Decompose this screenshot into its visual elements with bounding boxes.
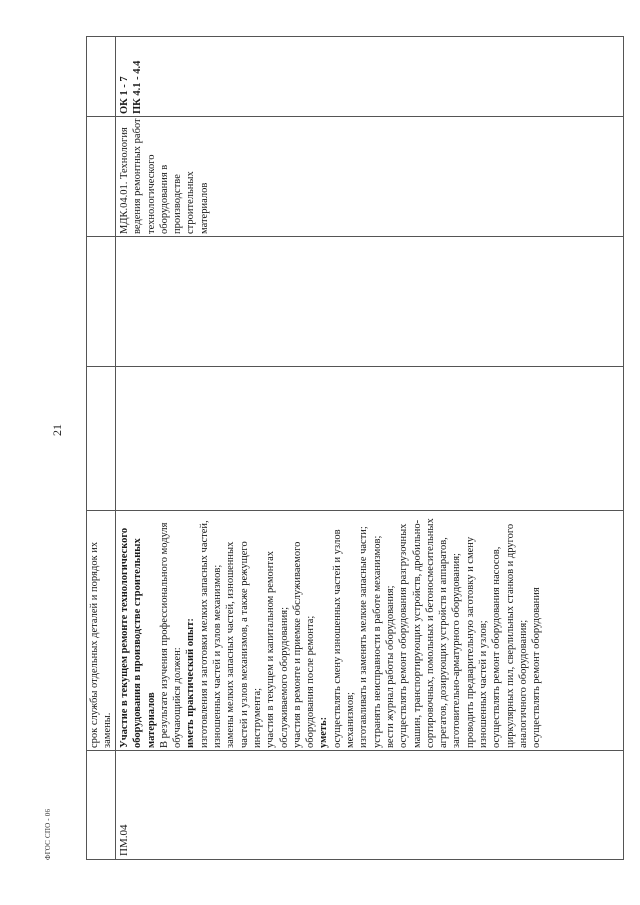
experience-label: иметь практический опыт:: [185, 618, 197, 748]
skill-item: осуществлять смену изношенных частей и узлов механизмов;: [331, 529, 357, 748]
skills-label: уметь:: [318, 716, 330, 748]
professional-competencies: ПК 4.1 - 4.4: [132, 60, 144, 114]
general-competencies: ОК 1 - 7: [119, 76, 130, 114]
experience-item: замены мелких запасных частей, изношенных частей и узлов механизмов, а также режущего инструмента;: [225, 541, 263, 748]
skill-item: изготавливать и заменять мелкие запасные части;: [358, 526, 370, 748]
module-intro: В результате изучения профессионального модуля обучающийся должен:: [158, 522, 184, 748]
skill-item: вести журнал работы оборудования;: [384, 585, 396, 748]
competencies-cell: [118, 38, 145, 114]
competency-table: [86, 36, 624, 860]
page-number: 21: [50, 424, 64, 436]
column-blank-2: [86, 236, 624, 366]
column-competencies: [86, 36, 624, 116]
skill-item: проводить предварительную заготовку и смену изношенных частей и узлов;: [464, 536, 490, 748]
skill-item: осуществлять ремонт оборудования насосов, циркулярных пил, сверлильных станков и другого аналогичного оборудования;: [491, 523, 529, 748]
mdk-cell: МДК.04.01. Технология ведения ремонтных работ технологического оборудования в производстве строительных материалов: [119, 118, 210, 234]
skill-item: осуществлять ремонт оборудования разгрузочных машин, транспортирующих устройств, дробильно-сортировочных, помольных и бетоносмесительных агрегатов, дозирующих устройств и аппаратов, заготовительно-арматурного оборудования;: [398, 518, 463, 748]
module-content: [118, 512, 544, 748]
experience-item: изготовления и заготовки мелких запасных частей, изношенных частей и узлов механизмов;: [198, 520, 224, 748]
column-code: [86, 750, 624, 860]
skill-item: устранять неисправности в работе механизмов;: [371, 535, 383, 748]
column-blank-1: [86, 366, 624, 510]
experience-item: участия в ремонте и приемке обслуживаемого оборудования после ремонта;: [291, 541, 317, 748]
previous-row-text: срок службы отдельных деталей и порядок их замены.: [89, 541, 113, 748]
experience-item: участия в текущем и капитальном ремонтах обслуживаемого оборудования;: [265, 551, 290, 748]
module-title: Участие в текущем ремонте технологического оборудования в производстве строительных материалов: [119, 527, 157, 748]
footer-code: ФГОС СПО - 06: [44, 808, 52, 860]
skill-item: осуществлять ремонт оборудования: [531, 587, 543, 748]
module-code: ПМ.04: [118, 824, 130, 856]
